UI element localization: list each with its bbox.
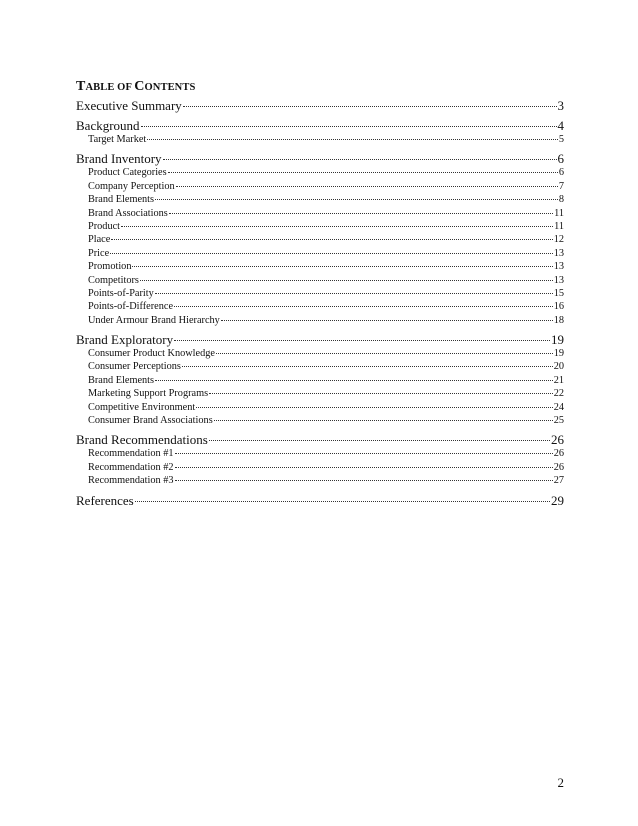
toc-subentry[interactable]	[76, 233, 564, 246]
toc-subentry[interactable]	[76, 447, 564, 460]
toc-subentry[interactable]	[76, 260, 564, 273]
toc-entry-page: 18	[553, 314, 564, 326]
toc-heading-rest-1: ABLE OF	[85, 82, 135, 93]
dot-leader	[175, 453, 553, 454]
toc-entry-label: Company Perception	[88, 180, 175, 192]
dot-leader	[168, 172, 558, 173]
toc-entry-page: 3	[557, 98, 564, 113]
toc-subentry[interactable]	[76, 274, 564, 287]
toc-entry-page: 13	[553, 247, 564, 259]
toc-subentry[interactable]	[76, 461, 564, 474]
toc-subentry[interactable]	[76, 401, 564, 414]
toc-entry-page: 8	[558, 194, 564, 206]
dot-leader	[209, 440, 550, 441]
dot-leader	[221, 320, 553, 321]
toc-subentry[interactable]	[76, 414, 564, 427]
toc-entry-label: Background	[76, 118, 140, 133]
toc-entry-page: 29	[551, 492, 564, 508]
toc-entry-label: Recommendation #1	[88, 448, 174, 460]
toc-entry-label: Recommendation #2	[88, 461, 174, 473]
toc-entry-label: Brand Recommendations	[76, 432, 208, 448]
dot-leader	[121, 226, 553, 227]
toc-subentry[interactable]	[76, 474, 564, 487]
toc-entry-page: 7	[558, 180, 564, 192]
dot-leader	[174, 306, 553, 307]
dot-leader	[140, 280, 553, 281]
dot-leader	[110, 253, 553, 254]
toc-entry-page: 6	[558, 167, 564, 179]
dot-leader	[141, 126, 557, 127]
toc-entry-label: Brand Elements	[88, 374, 155, 386]
toc-entry-page: 26	[553, 448, 564, 460]
toc-entry-label: Consumer Brand Associations	[88, 415, 213, 427]
toc-entry-page: 21	[553, 374, 564, 386]
toc-entry-page: 16	[553, 301, 564, 313]
toc-subentry[interactable]	[76, 193, 564, 206]
toc-subentry[interactable]	[76, 360, 564, 373]
toc-entry[interactable]	[76, 332, 564, 347]
toc-subentry[interactable]	[76, 347, 564, 360]
toc-entry[interactable]	[76, 493, 564, 508]
toc-subentry[interactable]	[76, 300, 564, 313]
dot-leader	[111, 239, 552, 240]
toc-entry-page: 15	[553, 287, 564, 299]
toc-entry-label: Product	[88, 220, 121, 232]
toc-entry-label: Under Armour Brand Hierarchy	[88, 314, 220, 326]
dot-leader	[175, 480, 553, 481]
toc-entry-label: Brand Exploratory	[76, 332, 174, 348]
dot-leader	[196, 407, 552, 408]
dot-leader	[216, 353, 553, 354]
dot-leader	[155, 199, 558, 200]
toc-entry-label: Product Categories	[88, 167, 167, 179]
toc-entry-page: 20	[553, 361, 564, 373]
dot-leader	[135, 501, 550, 502]
dot-leader	[163, 159, 557, 160]
toc-entry-page: 13	[553, 274, 564, 286]
dot-leader	[155, 380, 553, 381]
toc-entry-page: 11	[554, 207, 564, 219]
toc-subentry[interactable]	[76, 374, 564, 387]
toc-entry-label: Executive Summary	[76, 98, 182, 113]
toc-entry-label: Brand Associations	[88, 207, 168, 219]
toc-heading-initial-1: T	[76, 79, 86, 94]
toc-subentry[interactable]	[76, 180, 564, 193]
dot-leader	[169, 213, 553, 214]
dot-leader	[182, 366, 553, 367]
toc-entry-page: 26	[553, 461, 564, 473]
dot-leader	[183, 106, 557, 107]
toc-entry-page: 26	[551, 432, 564, 448]
toc-entry-page: 5	[558, 134, 564, 145]
toc-entry[interactable]	[76, 118, 564, 133]
toc-entry[interactable]	[76, 98, 564, 113]
toc-entry-page: 4	[557, 118, 564, 133]
toc-subentry[interactable]	[76, 287, 564, 300]
toc-entry-label: Brand Inventory	[76, 151, 162, 167]
toc-subentry[interactable]	[76, 220, 564, 233]
toc-entry-page: 11	[554, 220, 564, 232]
toc-entry-page: 24	[553, 401, 564, 413]
toc-subentry[interactable]	[76, 387, 564, 400]
dot-leader	[155, 293, 553, 294]
page-number: 2	[557, 775, 564, 790]
toc-entry-label: Promotion	[88, 261, 132, 273]
dot-leader	[147, 139, 558, 140]
dot-leader	[214, 420, 553, 421]
toc-entry-label: Competitors	[88, 274, 139, 286]
toc-entry-label: Place	[88, 234, 111, 246]
toc-subentry[interactable]	[76, 166, 564, 179]
toc-entry-label: Target Market	[88, 134, 147, 145]
toc-entry-label: Consumer Perceptions	[88, 361, 181, 373]
toc-subentry[interactable]	[76, 133, 564, 146]
toc-subentry[interactable]	[76, 247, 564, 260]
toc-heading-initial-2: C	[134, 79, 145, 94]
toc-entry-page: 22	[553, 388, 564, 400]
toc-entry-label: Recommendation #3	[88, 475, 174, 487]
toc-entry-page: 13	[553, 261, 564, 273]
toc-entry[interactable]	[76, 151, 564, 166]
table-of-contents	[76, 98, 564, 508]
toc-entry-page: 27	[553, 475, 564, 487]
toc-entry-page: 19	[553, 348, 564, 360]
toc-entry-label: Price	[88, 247, 110, 259]
dot-leader	[176, 186, 558, 187]
dot-leader	[209, 393, 553, 394]
toc-entry-label: Competitive Environment	[88, 401, 196, 413]
dot-leader	[132, 266, 552, 267]
toc-heading	[76, 78, 195, 95]
toc-entry-label: References	[76, 492, 134, 508]
toc-entry-label: Consumer Product Knowledge	[88, 348, 215, 360]
toc-entry-label: Brand Elements	[88, 194, 155, 206]
toc-entry-page: 12	[553, 234, 564, 246]
toc-entry-label: Points-of-Difference	[88, 301, 174, 313]
toc-heading-rest-2: ONTENTS	[144, 82, 196, 93]
toc-entry-page: 6	[557, 151, 564, 167]
toc-entry-page: 25	[553, 415, 564, 427]
toc-subentry[interactable]	[76, 314, 564, 327]
toc-entry[interactable]	[76, 432, 564, 447]
toc-subentry[interactable]	[76, 207, 564, 220]
toc-entry-label: Marketing Support Programs	[88, 388, 209, 400]
dot-leader	[175, 467, 553, 468]
dot-leader	[174, 340, 550, 341]
toc-entry-label: Points-of-Parity	[88, 287, 154, 299]
toc-entry-page: 19	[551, 332, 564, 348]
